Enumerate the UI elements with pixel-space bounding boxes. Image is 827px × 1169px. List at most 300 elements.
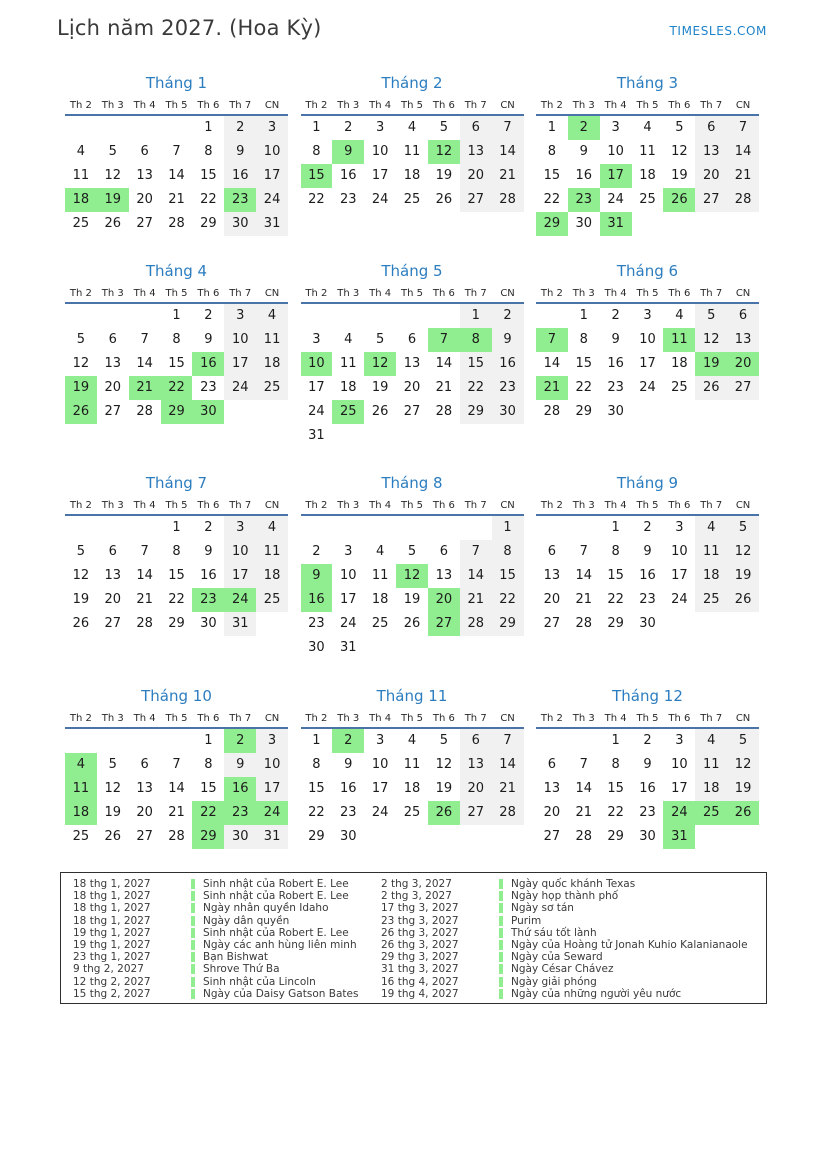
legend-date: 18 thg 1, 2027 (73, 890, 151, 903)
empty-cell (256, 400, 288, 424)
day-cell: 11 (256, 328, 288, 352)
day-cell: 1 (611, 520, 620, 535)
empty-cell (97, 729, 129, 753)
holiday-day-cell: 8 (460, 328, 492, 352)
week-row (65, 564, 288, 588)
weekday-header: Th 5 (400, 500, 423, 511)
day-cell: 24 (256, 188, 288, 212)
day-cell: 7 (172, 144, 181, 159)
week-row (65, 376, 288, 400)
week-row (65, 304, 288, 328)
holiday-day-cell: 7 (536, 328, 568, 352)
empty-cell (727, 612, 759, 636)
day-cell: 8 (611, 757, 620, 772)
day-cell: 28 (136, 404, 153, 419)
day-cell: 30 (200, 616, 217, 631)
weekday-header: Th 7 (229, 500, 252, 511)
holiday-day-cell: 2 (332, 729, 364, 753)
day-cell: 9 (579, 144, 588, 159)
day-cell: 26 (104, 216, 122, 231)
day-cell: 29 (168, 616, 185, 631)
day-cell: 9 (611, 332, 620, 347)
day-cell: 17 (308, 380, 325, 395)
day-cell: 10 (371, 757, 389, 772)
weekday-header: Th 6 (668, 713, 691, 724)
day-cell: 25 (403, 805, 421, 820)
empty-cell (364, 825, 396, 849)
legend-label: Shrove Thứ Ba (203, 963, 280, 976)
weekday-header: CN (735, 100, 751, 111)
day-cell: 28 (168, 216, 185, 231)
legend-label: Sinh nhật của Robert E. Lee (203, 890, 349, 903)
week-row (301, 636, 524, 660)
day-cell: 14 (575, 568, 593, 583)
day-cell: 27 (543, 616, 561, 631)
weekday-header: Th 3 (572, 100, 595, 111)
week-row (536, 164, 759, 188)
day-cell: 14 (136, 356, 153, 371)
holiday-day-cell: 23 (192, 588, 224, 612)
weekday-header: Th 6 (432, 713, 455, 724)
empty-cell (695, 212, 727, 236)
day-cell: 4 (695, 729, 727, 753)
holiday-marker-icon (499, 903, 503, 913)
legend-date: 18 thg 1, 2027 (73, 902, 151, 915)
holiday-day-cell: 29 (536, 212, 568, 236)
month-title: Tháng 10 (141, 687, 212, 705)
day-cell: 8 (312, 757, 321, 772)
holiday-marker-icon (191, 891, 195, 901)
weekday-header: Th 6 (197, 500, 220, 511)
day-cell: 24 (371, 805, 389, 820)
legend-entry (381, 988, 766, 1000)
holiday-day-cell: 29 (161, 400, 193, 424)
week-row (536, 328, 759, 352)
day-cell: 28 (575, 616, 593, 631)
day-cell: 11 (340, 356, 357, 371)
day-cell: 26 (695, 376, 727, 400)
day-cell: 25 (371, 616, 389, 631)
day-cell: 25 (256, 588, 288, 612)
day-cell: 24 (671, 592, 688, 607)
day-cell: 12 (72, 356, 90, 371)
day-cell: 25 (72, 216, 90, 231)
holiday-day-cell: 4 (65, 753, 97, 777)
day-cell: 8 (172, 544, 181, 559)
day-cell: 13 (543, 568, 561, 583)
day-cell: 22 (308, 192, 325, 207)
day-cell: 1 (312, 120, 321, 135)
holiday-marker-icon (499, 989, 503, 999)
day-cell: 25 (403, 192, 421, 207)
weekday-header: Th 7 (700, 288, 723, 299)
holiday-day-cell: 19 (695, 352, 727, 376)
weekday-header: Th 4 (133, 100, 156, 111)
legend-entry (381, 951, 766, 963)
day-cell: 11 (639, 144, 656, 159)
weekday-header: Th 7 (229, 288, 252, 299)
legend-label: Ngày của Seward (511, 951, 603, 964)
day-cell: 19 (435, 168, 453, 183)
day-cell: 6 (695, 116, 727, 140)
holiday-day-cell: 16 (301, 588, 333, 612)
day-cell: 3 (312, 332, 321, 347)
day-cell: 28 (168, 829, 185, 844)
page-title: Lịch năm 2027. (Hoa Kỳ) (57, 16, 322, 40)
day-cell: 6 (439, 544, 448, 559)
day-cell: 19 (435, 781, 453, 796)
holiday-marker-icon (499, 879, 503, 889)
weekday-header: Th 5 (636, 713, 659, 724)
empty-cell (256, 612, 288, 636)
empty-cell (161, 116, 193, 140)
legend-date: 29 thg 3, 2027 (381, 951, 459, 964)
holiday-day-cell: 15 (301, 164, 333, 188)
holiday-day-cell: 19 (65, 376, 97, 400)
legend-entry (73, 988, 381, 1000)
legend-date: 26 thg 3, 2027 (381, 926, 459, 939)
day-cell: 10 (340, 568, 357, 583)
legend-date: 23 thg 3, 2027 (381, 914, 459, 927)
day-cell: 29 (607, 616, 624, 631)
legend-entry (381, 902, 766, 914)
day-cell: 13 (104, 356, 122, 371)
week-row (536, 801, 759, 825)
day-cell: 17 (371, 168, 389, 183)
empty-cell (364, 424, 396, 448)
legend-date: 19 thg 1, 2027 (73, 926, 151, 939)
day-cell: 9 (643, 544, 652, 559)
day-cell: 2 (611, 308, 620, 323)
day-cell: 28 (136, 616, 153, 631)
day-cell: 13 (136, 781, 153, 796)
day-cell: 24 (607, 192, 624, 207)
week-row (65, 801, 288, 825)
day-cell: 28 (435, 404, 453, 419)
day-cell: 29 (492, 612, 524, 636)
empty-cell (460, 636, 492, 660)
weekday-header: CN (264, 100, 280, 111)
holiday-day-cell: 19 (97, 188, 129, 212)
empty-cell (460, 424, 492, 448)
legend-label: Ngày sơ tán (511, 902, 574, 915)
weekday-header: Th 4 (369, 288, 392, 299)
weekday-header: Th 4 (133, 713, 156, 724)
day-cell: 10 (371, 144, 389, 159)
legend-entry (73, 915, 381, 927)
day-cell: 23 (308, 616, 325, 631)
day-cell: 15 (200, 781, 217, 796)
weekday-header: CN (264, 500, 280, 511)
month-calendar (536, 686, 759, 849)
weekday-header: Th 7 (464, 713, 487, 724)
weekday-header: CN (264, 713, 280, 724)
day-cell: 26 (403, 616, 421, 631)
legend-entry (381, 976, 766, 988)
day-cell: 27 (543, 829, 561, 844)
weekday-header: Th 3 (101, 500, 124, 511)
weekday-header: Th 2 (540, 500, 563, 511)
day-cell: 24 (224, 376, 256, 400)
day-cell: 23 (340, 192, 357, 207)
day-cell: 19 (403, 592, 421, 607)
day-cell: 8 (492, 540, 524, 564)
week-row (301, 400, 524, 424)
empty-cell (727, 825, 759, 849)
day-cell: 24 (340, 616, 357, 631)
empty-cell (364, 304, 396, 328)
legend-entry (73, 890, 381, 902)
day-cell: 10 (639, 332, 656, 347)
month-title: Tháng 8 (381, 474, 443, 492)
legend-date: 15 thg 2, 2027 (73, 987, 151, 1000)
holiday-day-cell: 21 (129, 376, 161, 400)
day-cell: 21 (435, 380, 453, 395)
holiday-marker-icon (499, 940, 503, 950)
month-title: Tháng 4 (145, 262, 208, 280)
legend-date: 16 thg 4, 2027 (381, 975, 459, 988)
day-cell: 4 (407, 120, 417, 135)
week-row (536, 540, 759, 564)
day-cell: 8 (204, 144, 213, 159)
day-cell: 22 (607, 592, 624, 607)
day-cell: 19 (727, 777, 759, 801)
day-cell: 18 (695, 777, 727, 801)
day-cell: 4 (375, 544, 385, 559)
weekday-header: Th 7 (464, 100, 487, 111)
day-cell: 13 (136, 168, 153, 183)
legend-label: Ngày của Hoàng tử Jonah Kuhio Kalanianaole (511, 939, 748, 952)
day-cell: 6 (108, 544, 117, 559)
day-cell: 30 (639, 829, 656, 844)
day-cell: 30 (340, 829, 357, 844)
weekday-header-row (65, 97, 288, 116)
holiday-marker-icon (499, 952, 503, 962)
legend-label: Ngày họp thành phố (511, 890, 619, 903)
weekday-header: CN (735, 713, 751, 724)
weekday-header: CN (500, 500, 515, 511)
day-cell: 17 (671, 781, 688, 796)
day-cell: 2 (224, 116, 256, 140)
weekday-header-row (536, 497, 759, 516)
day-cell: 21 (492, 164, 524, 188)
day-cell: 3 (375, 733, 385, 748)
empty-cell (224, 400, 256, 424)
week-row (536, 304, 759, 328)
day-cell: 11 (695, 540, 727, 564)
week-row (301, 825, 524, 849)
day-cell: 5 (375, 332, 385, 347)
week-row (65, 188, 288, 212)
day-cell: 22 (607, 805, 624, 820)
week-row (65, 140, 288, 164)
holiday-day-cell: 11 (65, 777, 97, 801)
holiday-day-cell: 30 (192, 400, 224, 424)
holiday-day-cell: 12 (364, 352, 396, 376)
day-cell: 4 (675, 308, 684, 323)
day-cell: 16 (639, 781, 656, 796)
day-cell: 23 (200, 380, 217, 395)
empty-cell (129, 729, 161, 753)
day-cell: 22 (492, 588, 524, 612)
month-title: Tháng 1 (145, 74, 208, 92)
holiday-marker-icon (499, 916, 503, 926)
legend-date: 23 thg 1, 2027 (73, 951, 151, 964)
legend-label: Ngày các anh hùng liên minh (203, 939, 357, 952)
weekday-header: Th 5 (165, 713, 188, 724)
week-row (536, 212, 759, 236)
legend-date: 17 thg 3, 2027 (381, 902, 459, 915)
legend-label: Sinh nhật của Robert E. Lee (203, 926, 349, 939)
day-cell: 1 (204, 733, 213, 748)
week-row (301, 516, 524, 540)
empty-cell (695, 825, 727, 849)
day-cell: 5 (439, 733, 448, 748)
week-row (65, 116, 288, 140)
empty-cell (332, 304, 364, 328)
empty-cell (492, 636, 524, 660)
week-row (301, 801, 524, 825)
day-cell: 7 (460, 540, 492, 564)
day-cell: 14 (727, 140, 759, 164)
site-link[interactable]: TIMESLES.COM (669, 24, 767, 38)
day-cell: 1 (579, 308, 588, 323)
holiday-day-cell: 18 (65, 801, 97, 825)
day-cell: 2 (204, 520, 213, 535)
weekday-header-row (301, 285, 524, 304)
day-cell: 28 (727, 188, 759, 212)
day-cell: 15 (607, 568, 624, 583)
day-cell: 28 (492, 801, 524, 825)
day-cell: 11 (695, 753, 727, 777)
day-cell: 20 (460, 777, 492, 801)
weekday-header: Th 2 (69, 500, 92, 511)
day-cell: 7 (140, 332, 149, 347)
day-cell: 17 (256, 777, 288, 801)
day-cell: 21 (136, 592, 153, 607)
weekday-header: Th 7 (700, 500, 723, 511)
day-cell: 8 (172, 332, 181, 347)
day-cell: 28 (460, 612, 492, 636)
legend-label: Bạn Bishwat (203, 951, 269, 964)
holiday-day-cell: 26 (65, 400, 97, 424)
legend-entry (73, 963, 381, 975)
day-cell: 4 (344, 332, 353, 347)
empty-cell (364, 636, 396, 660)
day-cell: 31 (308, 428, 325, 443)
day-cell: 28 (492, 188, 524, 212)
day-cell: 6 (460, 729, 492, 753)
legend-label: Ngày dân quyền (203, 914, 290, 927)
day-cell: 3 (675, 520, 684, 535)
empty-cell (396, 424, 428, 448)
day-cell: 12 (727, 540, 759, 564)
weekday-header: Th 4 (604, 288, 627, 299)
empty-cell (536, 729, 568, 753)
weekday-header: Th 3 (572, 713, 595, 724)
weekday-header: CN (500, 100, 515, 111)
day-cell: 6 (547, 544, 557, 559)
month-calendar (65, 261, 288, 424)
day-cell: 5 (675, 120, 684, 135)
day-cell: 22 (168, 592, 185, 607)
week-row (65, 753, 288, 777)
day-cell: 5 (76, 332, 86, 347)
legend-date: 2 thg 3, 2027 (381, 890, 452, 903)
empty-cell (97, 516, 129, 540)
day-cell: 13 (695, 140, 727, 164)
holiday-day-cell: 25 (695, 801, 727, 825)
legend-date: 19 thg 4, 2027 (381, 987, 459, 1000)
day-cell: 3 (224, 516, 256, 540)
day-cell: 31 (256, 212, 288, 236)
empty-cell (65, 304, 97, 328)
empty-cell (428, 825, 460, 849)
weekday-header: CN (735, 288, 751, 299)
month-calendar (65, 473, 288, 636)
legend-entry (381, 878, 766, 890)
day-cell: 1 (547, 120, 557, 135)
holiday-marker-icon (191, 940, 195, 950)
holiday-day-cell: 16 (192, 352, 224, 376)
day-cell: 4 (256, 304, 288, 328)
day-cell: 21 (492, 777, 524, 801)
day-cell: 11 (403, 144, 421, 159)
week-row (536, 588, 759, 612)
holiday-day-cell: 25 (332, 400, 364, 424)
day-cell: 11 (403, 757, 421, 772)
empty-cell (695, 612, 727, 636)
day-cell: 30 (492, 400, 524, 424)
week-row (301, 564, 524, 588)
empty-cell (332, 424, 364, 448)
day-cell: 10 (224, 540, 256, 564)
empty-cell (568, 729, 600, 753)
weekday-header: Th 7 (464, 288, 487, 299)
holiday-day-cell: 16 (224, 777, 256, 801)
holiday-day-cell: 26 (428, 801, 460, 825)
weekday-header: Th 4 (369, 713, 392, 724)
weekday-header: Th 2 (69, 100, 92, 111)
month-title: Tháng 5 (381, 262, 443, 280)
day-cell: 17 (371, 781, 389, 796)
week-row (536, 376, 759, 400)
month-calendar (65, 73, 288, 236)
weekday-header-row (536, 285, 759, 304)
legend-entry (381, 927, 766, 939)
month-calendar (301, 473, 524, 660)
day-cell: 12 (104, 168, 122, 183)
legend-date: 31 thg 3, 2027 (381, 963, 459, 976)
holiday-marker-icon (499, 928, 503, 938)
day-cell: 14 (168, 168, 185, 183)
weekday-header: Th 5 (636, 500, 659, 511)
empty-cell (663, 212, 695, 236)
weekday-header: Th 4 (369, 500, 392, 511)
day-cell: 8 (611, 544, 620, 559)
weekday-header: Th 3 (101, 713, 124, 724)
weekday-header: Th 2 (305, 713, 328, 724)
day-cell: 22 (543, 192, 561, 207)
empty-cell (97, 304, 129, 328)
day-cell: 27 (460, 801, 492, 825)
day-cell: 16 (492, 352, 524, 376)
week-row (65, 400, 288, 424)
day-cell: 14 (543, 356, 561, 371)
day-cell: 27 (727, 376, 759, 400)
day-cell: 18 (256, 564, 288, 588)
day-cell: 26 (104, 829, 122, 844)
